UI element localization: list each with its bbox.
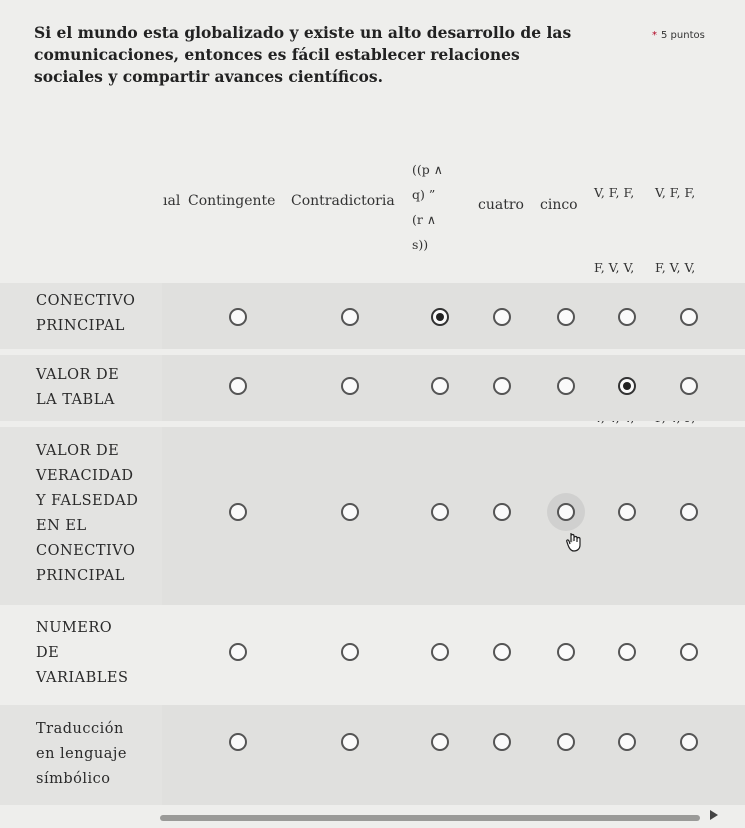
radio-option[interactable] [557, 308, 575, 326]
row-label [36, 717, 161, 792]
row-label-line: símbólico [36, 771, 111, 787]
row-label-line: VALOR DE [36, 367, 120, 383]
truth-line: V, F, F, [655, 185, 696, 200]
radio-option[interactable] [229, 308, 247, 326]
radio-option[interactable] [341, 733, 359, 751]
row-label [36, 363, 161, 413]
radio-option[interactable] [229, 643, 247, 661]
radio-option[interactable] [618, 308, 636, 326]
required-star-icon: * [652, 30, 657, 41]
grid-row-traduccion [0, 705, 745, 805]
formula-line: ((p ∧ [412, 162, 443, 177]
radio-option[interactable] [557, 503, 575, 521]
row-label-line: PRINCIPAL [36, 318, 125, 334]
row-label-line: LA TABLA [36, 392, 115, 408]
radio-option[interactable] [493, 503, 511, 521]
radio-option[interactable] [431, 308, 449, 326]
hand-cursor-icon [566, 532, 582, 552]
grid-row-cells [162, 283, 745, 349]
radio-option[interactable] [493, 733, 511, 751]
row-label [36, 439, 161, 589]
radio-option[interactable] [341, 643, 359, 661]
row-label [36, 616, 161, 691]
column-header-contradictoria: Contradictoria [291, 193, 395, 209]
truth-line: F, V, V, [594, 260, 635, 275]
radio-option[interactable] [341, 308, 359, 326]
truth-line: F, V, V, [655, 260, 696, 275]
column-header-cuatro: cuatro [478, 197, 524, 213]
radio-option[interactable] [493, 377, 511, 395]
grid-row-cells [162, 427, 745, 605]
horizontal-scrollbar[interactable] [160, 815, 700, 821]
row-label-line: PRINCIPAL [36, 568, 125, 584]
row-label-line: Traducción [36, 721, 124, 737]
radio-option[interactable] [341, 377, 359, 395]
radio-option[interactable] [493, 643, 511, 661]
radio-option[interactable] [431, 377, 449, 395]
column-header-cinco: cinco [540, 197, 578, 213]
radio-option[interactable] [431, 503, 449, 521]
column-header-1: ıal [163, 193, 181, 209]
row-label-line: DE [36, 645, 60, 661]
truth-line: V, F, F, [594, 185, 635, 200]
radio-option[interactable] [680, 503, 698, 521]
column-header-contingente: Contingente [188, 193, 276, 209]
scroll-right-icon[interactable] [710, 810, 718, 820]
grid-row-cells [162, 705, 745, 805]
column-header-formula [412, 157, 443, 257]
row-label-line: VALOR DE [36, 443, 120, 459]
radio-option[interactable] [618, 643, 636, 661]
row-label-line: CONECTIVO [36, 543, 136, 559]
row-label-line: CONECTIVO [36, 293, 136, 309]
radio-option[interactable] [618, 733, 636, 751]
grid-row-cells [162, 355, 745, 421]
row-label-line: Y FALSEDAD [36, 493, 139, 509]
row-label-line: NUMERO [36, 620, 113, 636]
radio-option[interactable] [431, 643, 449, 661]
radio-option[interactable] [229, 503, 247, 521]
radio-option[interactable] [680, 308, 698, 326]
row-label-line: VERACIDAD [36, 468, 134, 484]
formula-line: s)) [412, 237, 429, 252]
row-label [36, 289, 161, 339]
question-text: Si el mundo esta globalizado y existe un alto desarrollo de las comunicaciones, entonces es fácil establecer relaciones sociales y compartir avances científicos. [34, 23, 572, 86]
formula-line: q) ” [412, 187, 436, 202]
radio-option[interactable] [680, 733, 698, 751]
radio-option[interactable] [618, 377, 636, 395]
row-label-line: en lenguaje [36, 746, 127, 762]
radio-option[interactable] [618, 503, 636, 521]
points-value: 5 puntos [661, 30, 705, 41]
radio-option[interactable] [557, 733, 575, 751]
radio-option[interactable] [557, 377, 575, 395]
radio-option[interactable] [493, 308, 511, 326]
row-label-line: VARIABLES [36, 670, 129, 686]
radio-option[interactable] [431, 733, 449, 751]
radio-option[interactable] [229, 377, 247, 395]
radio-option[interactable] [341, 503, 359, 521]
radio-option[interactable] [680, 377, 698, 395]
radio-option[interactable] [557, 643, 575, 661]
radio-option[interactable] [680, 643, 698, 661]
row-label-line: EN EL [36, 518, 87, 534]
points-label [652, 30, 705, 41]
formula-line: (r ∧ [412, 212, 436, 227]
radio-option[interactable] [229, 733, 247, 751]
